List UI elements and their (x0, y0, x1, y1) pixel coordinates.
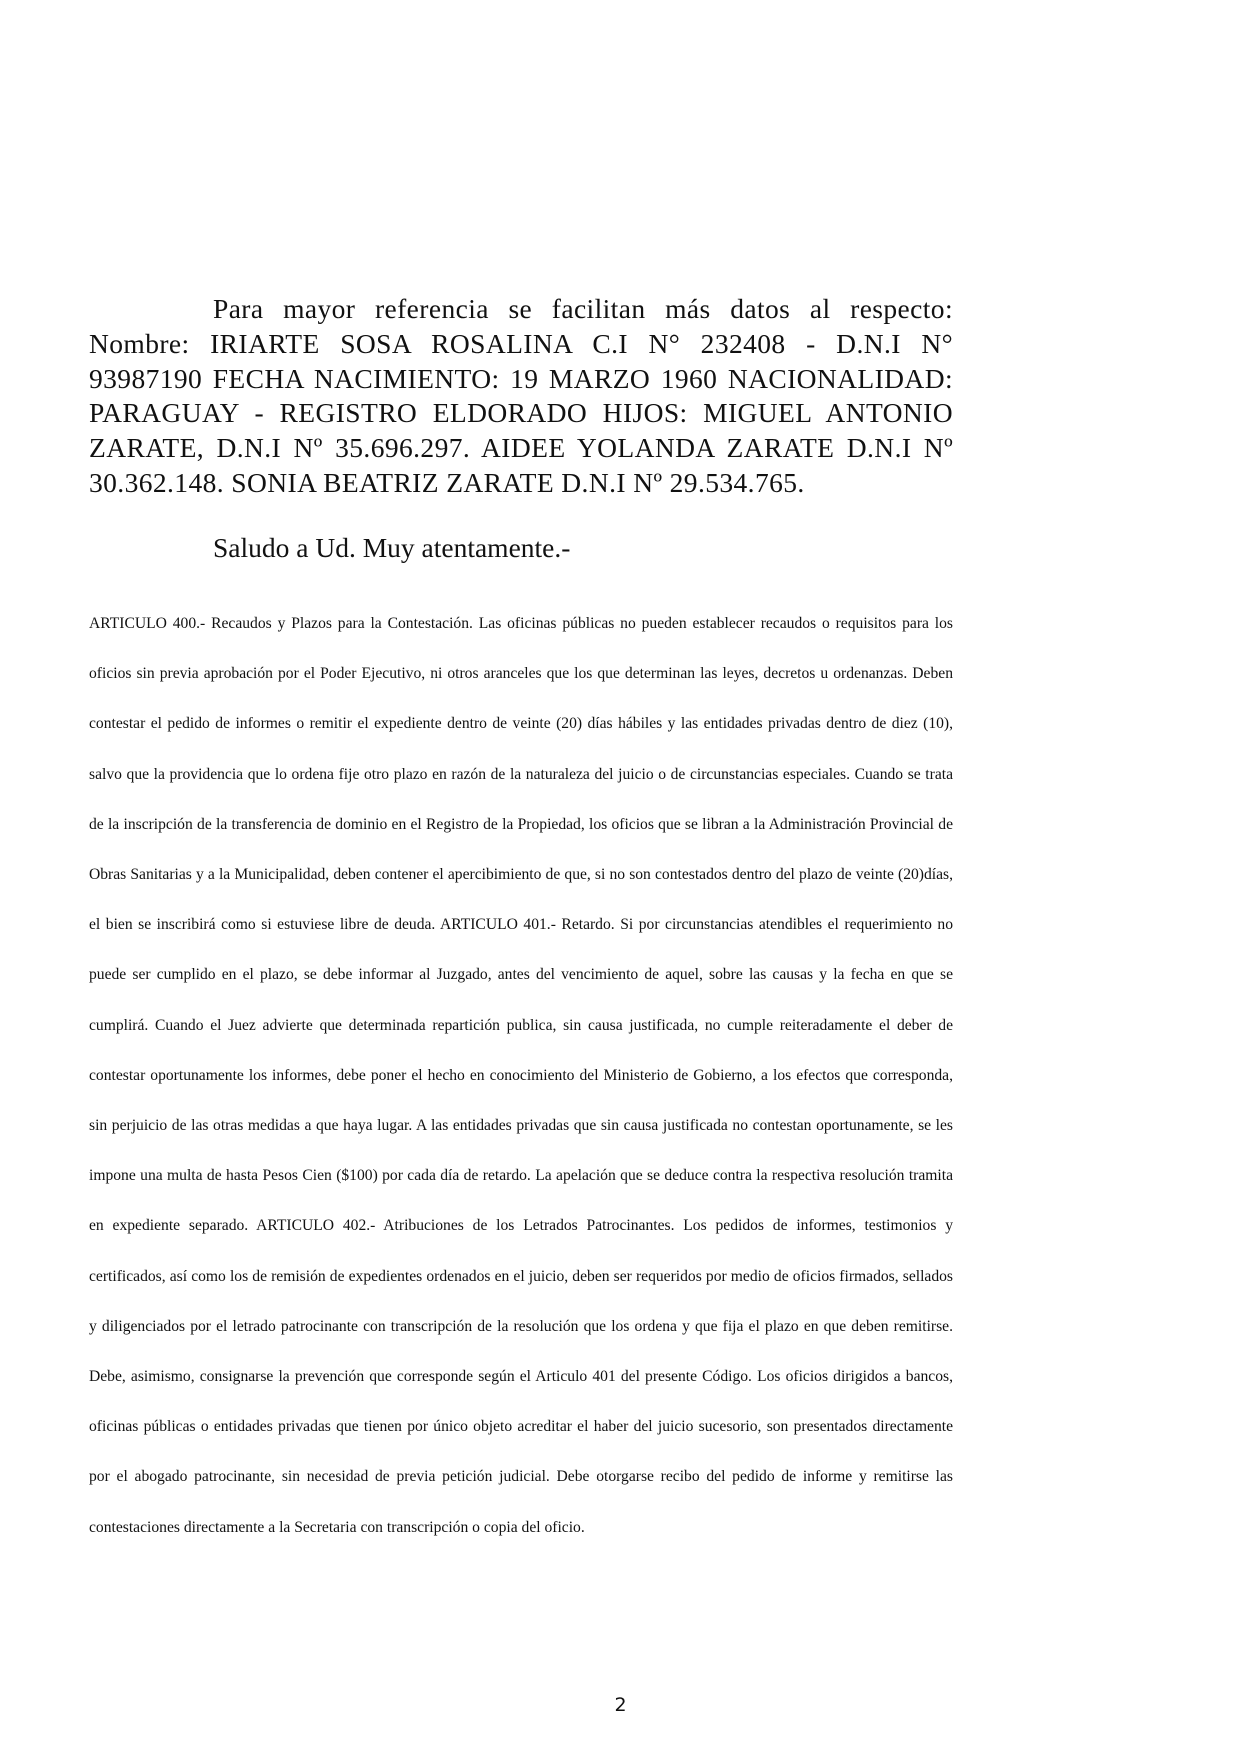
closing-salutation: Saludo a Ud. Muy atentamente.- (213, 532, 571, 563)
reference-data-paragraph: Para mayor referencia se facilitan más datos al respecto: Nombre: IRIARTE SOSA ROSALINA C.I N° 232408 - D.N.I N° 93987190 FECHA NACIMIENTO: 19 MARZO 1960 NACIONALIDAD: PARAGUAY - REGISTRO ELDORADO HIJOS: MIGUEL ANTONIO ZARATE, D.N.I Nº 35.696.297. AIDEE YOLANDA ZARATE D.N.I Nº 30.362.148. SONIA BEATRIZ ZARATE D.N.I Nº 29.534.765. (89, 293, 953, 498)
legal-articles-text: ARTICULO 400.- Recaudos y Plazos para la Contestación. Las oficinas públicas no pueden establecer recaudos o requisitos para los oficios sin previa aprobación por el Poder Ejecutivo, ni otros aranceles que los que determinan las leyes, decretos u ordenanzas. Deben contestar el pedido de informes o remitir el expediente dentro de veinte (20) días hábiles y las entidades privadas dentro de diez (10), salvo que la providencia que lo ordena fije otro plazo en razón de la naturaleza del juicio o de circunstancias especiales. Cuando se trata de la inscripción de la transferencia de dominio en el Registro de la Propiedad, los oficios que se libran a la Administración Provincial de Obras Sanitarias y a la Municipalidad, deben contener el apercibimiento de que, si no son contestados dentro del plazo de veinte (20)días, el bien se inscribirá como si estuviese libre de deuda. ARTICULO 401.- Retardo. Si por circunstancias atendibles el requerimiento no puede ser cumplido en el plazo, se debe informar al Juzgado, antes del vencimiento de aquel, sobre las causas y la fecha en que se cumplirá. Cuando el Juez advierte que determinada repartición publica, sin causa justificada, no cumple reiteradamente el deber de contestar oportunamente los informes, debe poner el hecho en conocimiento del Ministerio de Gobierno, a los efectos que corresponda, sin perjuicio de las otras medidas a que haya lugar. A las entidades privadas que sin causa justificada no contestan oportunamente, se les impone una multa de hasta Pesos Cien ($100) por cada día de retardo. La apelación que se deduce contra la respectiva resolución tramita en expediente separado. ARTICULO 402.- Atribuciones de los Letrados Patrocinantes. Los pedidos de informes, testimonios y certificados, así como los de remisión de expedientes ordenados en el juicio, deben ser requeridos por medio de oficios firmados, sellados y diligenciados por el letrado patrocinante con transcripción de la resolución que los ordena y que fija el plazo en que deben remitirse. Debe, asimismo, consignarse la prevención que corresponde según el Articulo 401 del presente Código. Los oficios dirigidos a bancos, oficinas públicas o entidades privadas que tienen por único objeto acreditar el haber del juicio sucesorio, son presentados directamente por el abogado patrocinante, sin necesidad de previa petición judicial. Debe otorgarse recibo del pedido de informe y remitirse las contestaciones directamente a la Secretaria con transcripción o copia del oficio. (89, 615, 953, 1536)
page-number: 2 (614, 1694, 627, 1716)
